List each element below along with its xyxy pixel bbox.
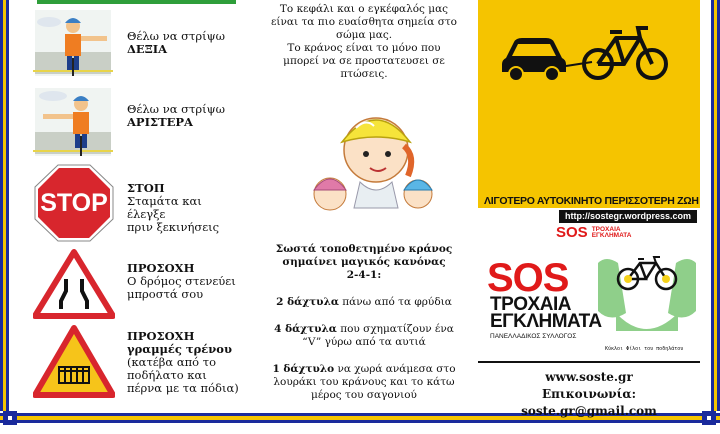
trox-line-1: ΤΡΟΧΑΙΑ [490, 294, 571, 315]
helmet-intro-text [258, 3, 470, 81]
rule-two-fingers: 2 δάχτυλα πάνω από τα φρύδια [276, 296, 452, 308]
cyclist-left-signal-icon [33, 86, 113, 158]
rule-one-finger [258, 363, 470, 402]
road-narrows-sign-icon [33, 249, 115, 319]
turn-left-line1: Θέλω να στρίψω [127, 102, 225, 116]
sign-row-stop [33, 163, 243, 243]
road-narrows-line3: μπροστά σου [127, 287, 204, 301]
stop-line3: πριν ξεκινήσεις [127, 220, 220, 234]
sign-row-turn-right [33, 8, 243, 80]
blog-url-link[interactable]: http://sostegr.wordpress.com [559, 210, 697, 223]
intro-line-5: μπορεί να σε προστατευσει σε [283, 55, 445, 67]
railway-line4: ποδήλατο και [127, 368, 207, 382]
trox-line-2: ΕΓΚΛΗΜΑΤΑ [490, 311, 602, 332]
rule-one-line-1: 1 δάχτυλο να χωρά ανάμεσα στο [272, 363, 456, 375]
road-narrows-text [127, 262, 236, 301]
rule-four-line-1: 4 δάχτυλα που σχηματίζουν ένα [274, 323, 454, 335]
stop-line2: Σταμάτα και έλεγξε [127, 194, 202, 221]
helmet-rule-title [258, 243, 470, 282]
railway-text [127, 330, 239, 395]
contact-email[interactable]: Επικοινωνία: soste.gr@gmail.com [521, 387, 657, 418]
turn-right-line1: Θέλω να στρίψω [127, 29, 225, 43]
sos-small-logo: SOS ΤΡΟΧΑΙΑ ΕΓΚΛΗΜΑΤΑ [556, 224, 632, 242]
sos-big-logo-text: SOS [487, 256, 569, 300]
frame-left-border [0, 0, 13, 413]
car-towing-bike-icon [502, 20, 682, 90]
contact-divider [478, 361, 700, 363]
road-narrows-line1: ΠΡΟΣΟΧΗ [127, 261, 195, 275]
railway-line2: γραμμές τρένου [127, 342, 232, 356]
bike-friends-caption: Κύκλοι Φίλοι του ποδηλάτου [605, 346, 684, 352]
rule-four-line-2: “V” γύρω από τα αυτιά [302, 336, 426, 348]
panhellenic-association: ΠΑΝΕΛΛΑΔΙΚΟΣ ΣΥΛΛΟΓΟΣ [490, 333, 577, 340]
rule-one-line-3: μέρος του σαγονιού [311, 389, 417, 401]
turn-right-text [127, 30, 225, 56]
frame-right-border [707, 0, 720, 413]
contact-block [478, 369, 700, 420]
railway-crossing-sign-icon [33, 325, 115, 399]
intro-line-6: πτώσεις. [340, 68, 388, 80]
rule-four-fingers [258, 323, 470, 349]
bike-friends-logo-icon [596, 253, 698, 345]
intro-line-3: σώμα μας. [335, 29, 393, 41]
intro-line-1: Το κεφάλι και ο εγκέφαλός μας [279, 3, 449, 15]
sign-row-turn-left [33, 86, 243, 160]
sign-row-railway [33, 325, 243, 399]
rule-title-line-3: 2-4-1: [346, 269, 382, 281]
railway-line5: πέρνα με τα πόδια) [127, 381, 239, 395]
sos-organisation-name [490, 296, 602, 330]
railway-line1: ΠΡΟΣΟΧΗ [127, 329, 195, 343]
railway-line3: (κατέβα από το [127, 355, 217, 369]
stop-sign-icon [33, 163, 115, 243]
rule-one-line-2: λουράκι του κράνους και το κάτω [273, 376, 455, 388]
rule-title-line-2: σημαίνει μαγικός κανόνας [282, 256, 446, 268]
corner-ornament-right [702, 411, 716, 425]
turn-left-text [127, 103, 225, 129]
intro-line-4: Το κράνος είναι το μόνο που [287, 42, 441, 54]
road-narrows-line2: Ο δρόμος στενεύει [127, 274, 236, 288]
stop-sign-text: STOP [40, 189, 108, 217]
turn-left-line2: ΑΡΙΣΤΕΡΑ [127, 115, 193, 129]
stop-text [127, 182, 243, 234]
rule-title-line-1: Σωστά τοποθετημένο κράνος [275, 243, 453, 255]
corner-ornament-left [3, 411, 17, 425]
turn-right-line2: ΔΕΞΙΑ [127, 42, 168, 56]
less-car-caption: ΛΙΓΟΤΕΡΟ ΑΥΤΟΚΙΝΗΤΟ ΠΕΡΙΣΣΟΤΕΡΗ ΖΩΗ [484, 195, 699, 207]
top-green-bar [37, 0, 236, 4]
website-link[interactable]: www.soste.gr [545, 370, 633, 384]
helmet-kids-illustration [308, 98, 438, 223]
intro-line-2: είναι τα πιο ευαίσθητα σημεία στο [270, 16, 457, 28]
stop-line1: ΣΤΟΠ [127, 181, 165, 195]
less-car-more-life-panel [478, 0, 700, 208]
cyclist-right-signal-icon [33, 8, 113, 78]
sign-row-road-narrows [33, 249, 243, 319]
